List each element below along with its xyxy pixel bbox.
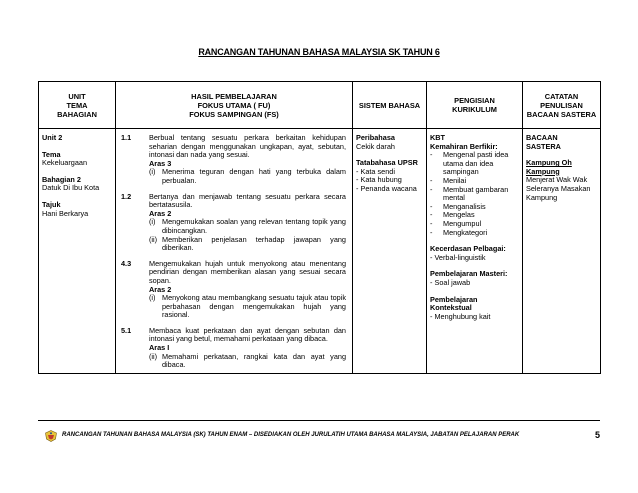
header-pengisian-line: PENGISIAN (454, 96, 495, 105)
list-marker: - (430, 227, 433, 237)
page-title: RANCANGAN TAHUNAN BAHASA MALAYSIA SK TAHUN 6 (198, 47, 440, 57)
hasil-item (119, 193, 346, 253)
tajuk-value: Hani Berkarya (42, 208, 89, 218)
crest-logo-icon (44, 430, 58, 442)
kbt-label: KBT (430, 133, 445, 142)
list-marker: - (430, 218, 433, 228)
footer (38, 430, 600, 444)
kemahiran-item: Menilai (443, 175, 467, 185)
kemahiran-item: Membuat gambaran (443, 184, 509, 194)
header-catatan-line: CATATAN (544, 91, 579, 101)
hasil-aras: Aras 2 (149, 208, 172, 218)
tajuk-label: Tajuk (42, 199, 61, 209)
header-fu-line: FOKUS UTAMA ( FU) (197, 100, 271, 110)
header-hasil-line: HASIL PEMBELAJARAN (191, 91, 277, 101)
kampung-title-2: Kampung (526, 166, 560, 176)
header-bahagian-line: BAHAGIAN (57, 109, 97, 119)
sub-marker: (ii) (149, 351, 158, 361)
sastera-label: SASTERA (526, 141, 561, 151)
sub-marker: (i) (149, 167, 156, 177)
peribahasa-value: Cekik darah (356, 141, 395, 151)
header-unit (39, 82, 116, 129)
kemahiran-label: Kemahiran Berfikir: (430, 141, 498, 151)
kemahiran-item-cont: utama dan idea (443, 158, 494, 168)
sub-text: Menerima teguran dengan hati yang terbuka dalam perbualan. (162, 167, 346, 185)
masteri-value: - Soal jawab (430, 277, 471, 287)
footer-divider (38, 420, 600, 421)
bahagian-label: Bahagian 2 (42, 174, 81, 184)
page-number: 5 (594, 430, 600, 440)
unit-cell (39, 129, 116, 374)
hasil-item (119, 327, 346, 370)
masteri-label: Pembelajaran Masteri: (430, 269, 508, 279)
sub-text: Mengemukakan soalan yang relevan tentang topik yang dibincangkan. (162, 217, 346, 235)
sub-text: Memberikan penjelasan terhadap jawapan yang diberikan. (162, 234, 346, 253)
sub-marker: (i) (149, 293, 156, 303)
tatabahasa-item: - Kata hubung (356, 175, 402, 185)
content-row (39, 129, 601, 374)
list-marker: - (430, 201, 433, 211)
sub-text: Memahami perkataan, rangkai kata dan ayat yang dibaca. (162, 351, 346, 370)
tatabahasa-label: Tatabahasa UPSR (356, 158, 418, 168)
bahagian-value: Datuk Di Ibu Kota (42, 183, 100, 193)
kemahiran-item: Mengelas (443, 210, 475, 220)
hasil-aras: Aras I (149, 343, 170, 353)
sub-marker: (i) (149, 217, 156, 227)
unit-label: Unit 2 (42, 133, 63, 142)
hasil-num: 1.1 (121, 133, 132, 142)
rancangan-table (38, 81, 601, 374)
hasil-text: Membaca kuat perkataan dan ayat dengan sebutan dan intonasi yang betul, memahami perkataan yang dibaca. (149, 325, 346, 344)
hasil-aras: Aras 2 (149, 284, 172, 294)
kontekstual-value: - Menghubung kait (430, 311, 491, 321)
tatabahasa-item: - Penanda wacana (356, 183, 417, 193)
hasil-item (119, 260, 346, 320)
header-penulisan-line: PENULISAN (540, 100, 583, 110)
peribahasa-label: Peribahasa (356, 133, 395, 142)
catatan-cell (523, 129, 601, 374)
kemahiran-item: Mengkategori (443, 227, 488, 237)
list-marker: - (430, 150, 433, 160)
bacaan-label: BACAAN (526, 133, 558, 142)
header-unit-line: UNIT (68, 91, 86, 101)
hasil-text: Mengemukakan hujah untuk menyokong atau menentang pendirian dengan memberikan alasan yang sesuai secara sopan. (149, 258, 346, 285)
pengisian-cell (427, 129, 523, 374)
header-fs-line: FOKUS SAMPINGAN (FS) (189, 109, 279, 119)
list-marker: - (430, 175, 433, 185)
kemahiran-item-cont: sampingan (443, 167, 479, 177)
hasil-item (119, 134, 346, 186)
kontekstual-label: Pembelajaran (430, 294, 478, 304)
tema-value: Kekeluargaan (42, 158, 88, 168)
header-kurikulum-line: KURIKULUM (452, 105, 497, 114)
hasil-text: Bertanya dan menjawab tentang sesuatu perkara secara bertatasusila. (149, 191, 346, 210)
hasil-num: 4.3 (121, 258, 132, 268)
header-row (39, 82, 601, 129)
list-marker: - (430, 184, 433, 194)
tatabahasa-item: - Kata sendi (356, 166, 395, 176)
hasil-num: 1.2 (121, 191, 132, 201)
sub-marker: (ii) (149, 234, 158, 244)
kecerdasan-value: - Verbal-linguistik (430, 252, 486, 262)
kemahiran-item: Mengenal pasti idea (443, 150, 509, 160)
footer-text: RANCANGAN TAHUNAN BAHASA MALAYSIA (SK) TAHUN ENAM – DISEDIAKAN OLEH JURULATIH UTAMA BAHASA MALAYSIA, JABATAN PELAJARAN PERAK (62, 432, 520, 438)
catatan-desc: Menjerat Wak Wak Seleranya Masakan Kampung (526, 175, 591, 202)
header-pengisian (427, 82, 523, 129)
kemahiran-item-cont: mental (443, 193, 465, 203)
hasil-num: 5.1 (121, 325, 132, 335)
tema-label: Tema (42, 149, 61, 159)
header-catatan (523, 82, 601, 129)
sub-text: Menyokong atau membangkang sesuatu tajuk atau topik perbahasan dengan mengemukakan hujah yang rasional. (162, 293, 346, 320)
kontekstual-label-2: Kontekstual (430, 303, 472, 313)
hasil-cell (116, 129, 353, 374)
sistem-cell (353, 129, 427, 374)
hasil-text: Berbual tentang sesuatu perkara berkaitan kehidupan seharian dengan menggunakan ungkapan, ayat, sebutan, intonasi dan nada yang sesuai. (149, 133, 346, 160)
kecerdasan-label: Kecerdasan Pelbagai: (430, 244, 506, 254)
kampung-title: Kampung Oh (526, 158, 572, 168)
header-sistem: SISTEM BAHASA (353, 82, 427, 129)
header-hasil (116, 82, 353, 129)
hasil-aras: Aras 3 (149, 158, 172, 168)
header-bacaan-line: BACAAN SASTERA (526, 109, 597, 119)
kemahiran-item: Mengumpul (443, 218, 482, 228)
list-marker: - (430, 210, 433, 220)
kemahiran-item: Menganalisis (443, 201, 486, 211)
header-tema-line: TEMA (66, 100, 88, 110)
